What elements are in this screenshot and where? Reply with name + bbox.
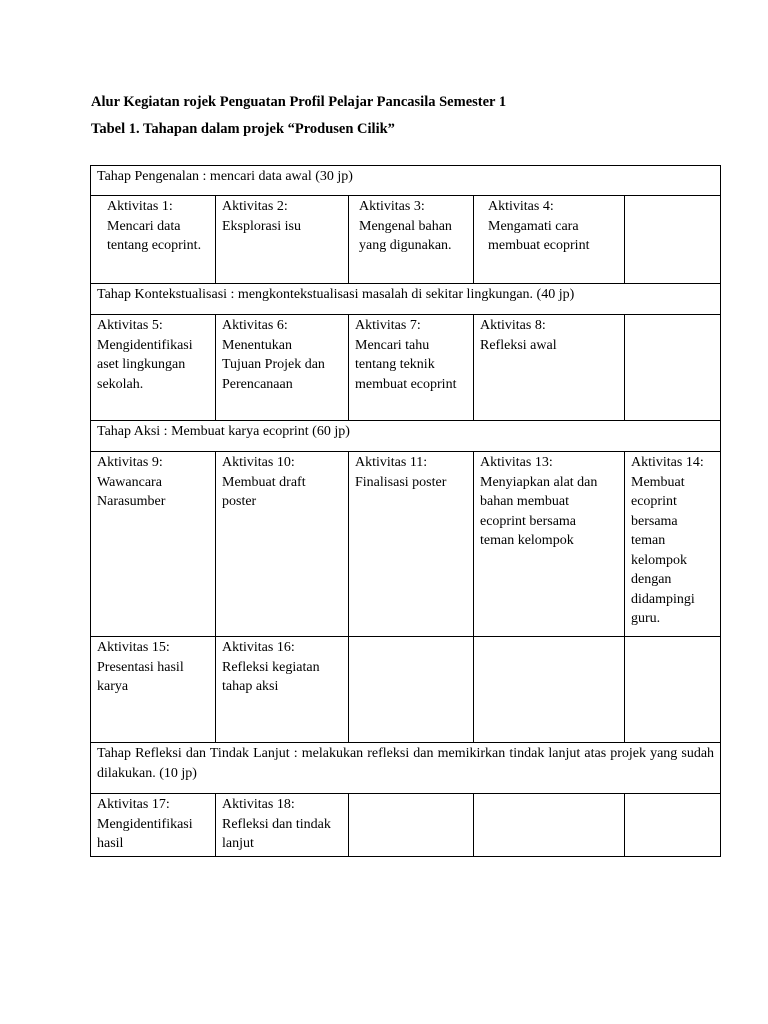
activity-description-line: Refleksi awal <box>480 337 557 353</box>
activity-description-line: Finalisasi poster <box>355 474 447 490</box>
activity-cell <box>216 794 349 857</box>
activity-description-line: Wawancara <box>97 474 162 490</box>
activity-description-line: tentang teknik <box>355 357 435 372</box>
activity-description-line: Presentasi hasil <box>97 659 184 675</box>
activity-title: Aktivitas 2: <box>222 199 288 214</box>
activity-description-line: Menentukan <box>222 337 292 353</box>
activity-cell <box>474 794 625 857</box>
activity-description-line: guru. <box>631 611 661 626</box>
activity-cell <box>349 794 474 857</box>
activity-cell <box>349 315 474 421</box>
activity-description-line: sekolah. <box>97 376 144 392</box>
activity-row <box>91 794 721 857</box>
stage-row <box>91 166 721 196</box>
activity-description-line: teman kelompok <box>480 533 574 548</box>
activity-cell <box>474 637 625 743</box>
activity-title: Aktivitas 7: <box>355 318 421 333</box>
activity-description-line: tentang ecoprint. <box>107 238 202 253</box>
activity-row <box>91 315 721 421</box>
activity-description-line: Mengidentifikasi <box>97 337 193 353</box>
activity-title: Aktivitas 8: <box>480 318 546 333</box>
activity-cell <box>625 196 721 284</box>
stage-row <box>91 284 721 315</box>
activity-cell <box>216 452 349 637</box>
activity-description-line: Mencari tahu <box>355 337 430 353</box>
activity-description-line: Mencari data <box>107 218 181 234</box>
stage-row <box>91 421 721 452</box>
activity-title: Aktivitas 11: <box>355 455 428 470</box>
activity-title: Aktivitas 6: <box>222 318 288 333</box>
activity-description-line: karya <box>97 679 129 694</box>
stage-heading: Tahap Refleksi dan Tindak Lanjut : melakukan refleksi dan memikirkan tindak lanjut atas projek yang sudah dilakukan. (10 jp) <box>91 743 721 794</box>
activity-title: Aktivitas 14: <box>631 455 704 470</box>
activity-description-line: Mengidentifikasi <box>97 816 193 832</box>
activity-description-line: Perencanaan <box>222 376 293 392</box>
activity-cell <box>216 196 349 284</box>
activity-title: Aktivitas 9: <box>97 455 163 470</box>
activity-title: Aktivitas 3: <box>359 199 425 214</box>
activity-description-line: dengan <box>631 572 672 587</box>
activity-cell <box>625 315 721 421</box>
activity-cell <box>474 315 625 421</box>
activity-description-line: yang digunakan. <box>359 238 452 253</box>
activity-description-line: Mengamati cara <box>488 218 579 234</box>
activity-title: Aktivitas 15: <box>97 640 170 655</box>
activity-cell <box>349 637 474 743</box>
activity-row <box>91 452 721 637</box>
activity-description-line: tahap aksi <box>222 679 279 694</box>
activity-cell <box>625 794 721 857</box>
activity-cell <box>216 315 349 421</box>
activity-description-line: bahan membuat <box>480 494 570 509</box>
stages-table <box>90 165 721 857</box>
activity-description-line: Menyiapkan alat dan <box>480 474 598 490</box>
activity-description-line: membuat ecoprint <box>355 376 457 392</box>
activity-title: Aktivitas 16: <box>222 640 295 655</box>
stage-heading: Tahap Aksi : Membuat karya ecoprint (60 jp) <box>91 421 721 452</box>
activity-description-line: Membuat draft <box>222 474 306 490</box>
stage-heading: Tahap Pengenalan : mencari data awal (30 jp) <box>91 166 721 196</box>
activity-cell <box>91 794 216 857</box>
activity-title: Aktivitas 1: <box>107 199 173 214</box>
activity-cell <box>91 315 216 421</box>
activity-cell <box>474 196 625 284</box>
activity-title: Aktivitas 4: <box>488 199 554 214</box>
activity-cell <box>91 196 216 284</box>
activity-cell <box>216 637 349 743</box>
stage-row <box>91 743 721 794</box>
activity-description-line: didampingi <box>631 591 695 607</box>
activity-description-line: Membuat <box>631 474 685 490</box>
activity-description-line: poster <box>222 494 257 509</box>
activity-description-line: kelompok <box>631 552 687 568</box>
activity-description-line: lanjut <box>222 836 254 851</box>
activity-description-line: teman <box>631 533 666 548</box>
activity-row <box>91 637 721 743</box>
activity-title: Aktivitas 17: <box>97 797 170 812</box>
stage-heading: Tahap Kontekstualisasi : mengkontekstualisasi masalah di sekitar lingkungan. (40 jp) <box>91 284 721 315</box>
activity-description-line: ecoprint <box>631 494 677 509</box>
activity-row <box>91 196 721 284</box>
activity-description-line: Mengenal bahan <box>359 218 452 234</box>
activity-description-line: Refleksi dan tindak <box>222 816 331 832</box>
activity-title: Aktivitas 18: <box>222 797 295 812</box>
activity-description-line: membuat ecoprint <box>488 238 590 253</box>
activity-description-line: bersama <box>631 513 678 529</box>
activity-description-line: hasil <box>97 836 124 851</box>
table-caption: Tabel 1. Tahapan dalam projek “Produsen Cilik” <box>91 121 395 137</box>
document-title: Alur Kegiatan rojek Penguatan Profil Pelajar Pancasila Semester 1 <box>91 94 507 110</box>
activity-description-line: aset lingkungan <box>97 357 186 372</box>
activity-description-line: ecoprint bersama <box>480 513 577 529</box>
activity-cell <box>625 637 721 743</box>
activity-cell <box>91 637 216 743</box>
activity-description-line: Narasumber <box>97 494 166 509</box>
activity-title: Aktivitas 10: <box>222 455 295 470</box>
activity-title: Aktivitas 5: <box>97 318 163 333</box>
activity-cell <box>349 452 474 637</box>
activity-description-line: Refleksi kegiatan <box>222 659 320 675</box>
activity-description-line: Tujuan Projek dan <box>222 357 325 372</box>
activity-cell <box>625 452 721 637</box>
activity-title: Aktivitas 13: <box>480 455 553 470</box>
stages-table-body <box>91 166 721 857</box>
activity-cell <box>91 452 216 637</box>
activity-cell <box>474 452 625 637</box>
activity-description-line: Eksplorasi isu <box>222 218 301 234</box>
activity-cell <box>349 196 474 284</box>
